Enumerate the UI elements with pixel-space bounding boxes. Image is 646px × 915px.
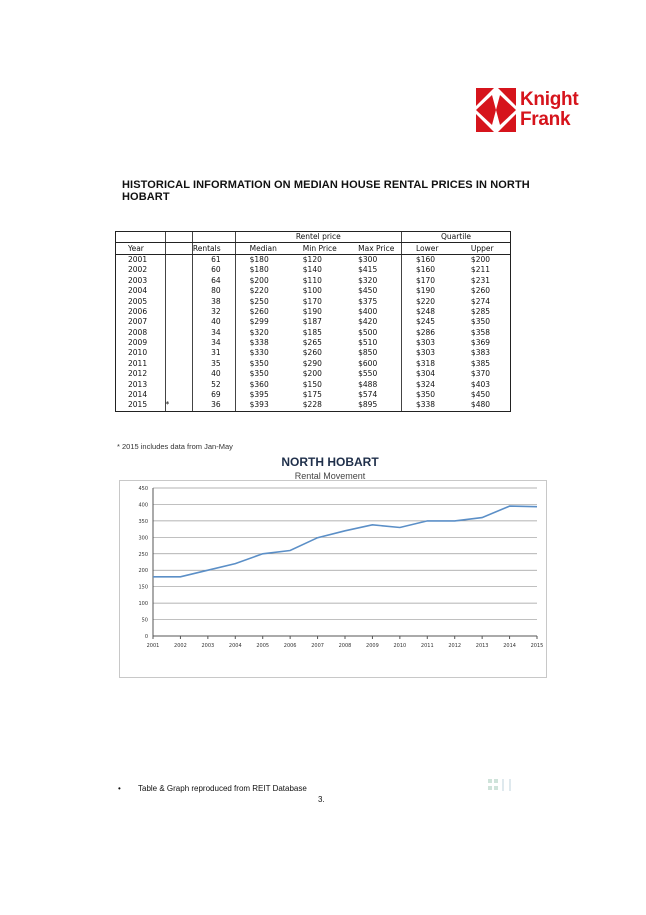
table-row: [116, 400, 511, 411]
y-tick-label: 400: [138, 502, 148, 509]
rental-movement-chart: [119, 480, 547, 678]
median-cell: $299: [235, 317, 289, 327]
min-price-cell: $110: [302, 275, 322, 285]
rentals-cell: 38: [192, 296, 235, 306]
x-tick-label: 2002: [174, 643, 187, 649]
lower-cell: $170: [401, 276, 456, 286]
quartile-group-header: Quartile: [401, 232, 510, 243]
max-price-cell: $550: [358, 369, 378, 379]
x-tick-label: 2013: [475, 643, 489, 649]
year-cell: 2004: [116, 286, 166, 296]
year-cell: 2012: [116, 369, 166, 379]
x-tick-label: 2005: [256, 643, 270, 649]
x-tick-label: 2011: [420, 643, 434, 649]
table-row: [116, 338, 511, 348]
median-cell: $320: [235, 328, 289, 338]
median-cell: $260: [235, 307, 289, 317]
lower-cell: $160: [401, 254, 456, 265]
x-tick-label: 2008: [338, 643, 352, 649]
flag-cell: [165, 338, 192, 348]
logo-text-frank: Frank: [520, 109, 571, 130]
min-price-cell: $140: [302, 265, 322, 275]
max-price-cell: $895: [344, 400, 401, 411]
min-price-cell: $175: [302, 390, 322, 400]
upper-cell: $403: [457, 379, 511, 389]
median-cell: $200: [235, 276, 289, 286]
flag-cell: [165, 276, 192, 286]
logo-text-knight: Knight: [520, 89, 579, 110]
max-price-cell: $450: [358, 286, 378, 296]
year-cell: 2013: [116, 379, 166, 389]
lower-cell: $338: [401, 400, 456, 411]
lower-cell: $318: [401, 359, 456, 369]
y-tick-label: 300: [138, 535, 148, 542]
lower-cell: $303: [401, 338, 456, 348]
min-price-cell: $265: [302, 338, 322, 348]
upper-cell: $211: [457, 265, 511, 275]
table-row: [116, 328, 511, 338]
table-row: [116, 348, 511, 358]
lower-cell: $286: [401, 328, 456, 338]
upper-cell: $369: [457, 338, 511, 348]
upper-cell: $385: [457, 359, 511, 369]
median-cell: $360: [235, 379, 289, 389]
x-tick-label: 2006: [283, 643, 297, 649]
lower-cell: $324: [401, 379, 456, 389]
max-price-cell: $415: [358, 265, 378, 275]
median-column-header: Median: [235, 243, 289, 254]
rentals-cell: 64: [192, 276, 235, 286]
lower-cell: $304: [401, 369, 456, 379]
median-cell: $393: [235, 400, 289, 411]
upper-cell: $285: [457, 307, 511, 317]
upper-cell: $200: [457, 254, 511, 265]
min-price-cell: $170: [302, 296, 322, 306]
table-row: [116, 265, 511, 275]
x-tick-label: 2003: [201, 643, 215, 649]
max-price-cell: $375: [358, 296, 378, 306]
year-cell: 2007: [116, 317, 166, 327]
x-tick-label: 2001: [146, 643, 160, 649]
upper-cell: $350: [457, 317, 511, 327]
year-cell: 2010: [116, 348, 166, 358]
rentals-cell: 40: [192, 317, 235, 327]
knight-frank-logo: [476, 88, 591, 136]
x-tick-label: 2010: [393, 643, 407, 649]
upper-column-header: Upper: [457, 243, 511, 254]
bullet: •: [118, 784, 121, 793]
flag-cell: [165, 296, 192, 306]
rentals-column-header: Rentals: [192, 243, 235, 254]
rental-history-table: [115, 231, 511, 412]
flag-cell: [165, 286, 192, 296]
chart-subtitle: Rental Movement: [294, 471, 366, 481]
max-price-cell: $600: [358, 358, 378, 368]
year-cell: 2002: [116, 265, 166, 275]
header-spacer: [116, 232, 166, 243]
flag-cell: [165, 328, 192, 338]
max-price-cell: $500: [358, 327, 378, 337]
flag-cell: [165, 390, 192, 400]
min-price-cell: $190: [302, 306, 322, 316]
logo-mark-icon: [476, 88, 516, 132]
y-tick-label: 100: [138, 601, 148, 608]
lower-cell: $190: [401, 286, 456, 296]
flag-cell: [165, 265, 192, 275]
flag-cell: [165, 254, 192, 265]
y-tick-label: 450: [138, 486, 148, 492]
min-price-cell: $228: [289, 400, 344, 411]
table-row: [116, 379, 511, 389]
median-cell: $180: [235, 265, 289, 275]
y-tick-label: 250: [138, 551, 148, 558]
flag-cell: [165, 348, 192, 358]
flag-cell: [165, 317, 192, 327]
max-price-cell: $488: [358, 379, 378, 389]
min-price-cell: $187: [302, 317, 322, 327]
max-price-cell: $320: [358, 275, 378, 285]
rentals-cell: 36: [192, 400, 235, 411]
year-cell: 2015: [116, 400, 166, 411]
table-row: [116, 390, 511, 400]
lower-cell: $248: [401, 307, 456, 317]
flag-cell: *: [165, 400, 192, 411]
rental-price-group-header: Rentel price: [235, 232, 401, 243]
table-row: [116, 317, 511, 327]
median-cell: $180: [235, 254, 289, 265]
median-cell: $220: [235, 286, 289, 296]
lower-cell: $350: [401, 390, 456, 400]
upper-cell: $231: [457, 276, 511, 286]
median-cell: $250: [235, 296, 289, 306]
upper-cell: $480: [457, 400, 511, 411]
upper-cell: $370: [457, 369, 511, 379]
rentals-cell: 69: [192, 390, 235, 400]
year-cell: 2006: [116, 307, 166, 317]
x-tick-label: 2015: [530, 643, 544, 649]
flag-cell: [165, 307, 192, 317]
rentals-cell: 35: [192, 359, 235, 369]
min-price-cell: $290: [302, 358, 322, 368]
x-tick-label: 2004: [228, 643, 242, 649]
lower-cell: $220: [401, 296, 456, 306]
median-cell: $350: [235, 369, 289, 379]
max-price-cell: $574: [358, 390, 378, 400]
year-cell: 2014: [116, 390, 166, 400]
rentals-cell: 60: [192, 265, 235, 275]
table-row: [116, 307, 511, 317]
min-price-cell: $260: [302, 348, 322, 358]
max-price-column-header: Max Price: [344, 243, 401, 254]
y-tick-label: 150: [138, 584, 148, 591]
x-tick-label: 2012: [448, 643, 462, 649]
upper-cell: $450: [457, 390, 511, 400]
x-tick-label: 2014: [503, 643, 516, 649]
x-tick-label: 2009: [366, 643, 379, 649]
chart-title: NORTH HOBART: [281, 455, 379, 469]
lower-cell: $303: [401, 348, 456, 358]
table-row: [116, 369, 511, 379]
y-tick-label: 200: [138, 568, 148, 575]
upper-cell: $383: [457, 348, 511, 358]
table-row: [116, 254, 511, 265]
flag-cell: [165, 379, 192, 389]
median-cell: $338: [235, 338, 289, 348]
rentals-cell: 31: [192, 348, 235, 358]
min-price-column-header: Min Price: [289, 243, 344, 254]
y-tick-label: 350: [138, 518, 148, 525]
y-tick-label: 0: [144, 634, 148, 640]
max-price-cell: $510: [358, 338, 378, 348]
rentals-cell: 52: [192, 379, 235, 389]
document-title: HISTORICAL INFORMATION ON MEDIAN HOUSE RENTAL PRICES IN NORTH HOBART: [122, 179, 530, 203]
rentals-cell: 34: [192, 338, 235, 348]
min-price-cell: $100: [302, 286, 322, 296]
upper-cell: $274: [457, 296, 511, 306]
rentals-cell: 32: [192, 307, 235, 317]
lower-column-header: Lower: [401, 243, 456, 254]
min-price-cell: $185: [302, 327, 322, 337]
median-cell: $350: [235, 359, 289, 369]
max-price-cell: $400: [358, 306, 378, 316]
rentals-cell: 61: [192, 254, 235, 265]
lower-cell: $160: [401, 265, 456, 275]
upper-cell: $358: [457, 328, 511, 338]
median-cell: $395: [235, 390, 289, 400]
table-row: [116, 359, 511, 369]
year-cell: 2011: [116, 359, 166, 369]
max-price-cell: $850: [358, 348, 378, 358]
year-cell: 2009: [116, 338, 166, 348]
flag-cell: [165, 359, 192, 369]
year-cell: 2005: [116, 296, 166, 306]
year-cell: 2008: [116, 328, 166, 338]
upper-cell: $260: [457, 286, 511, 296]
max-price-cell: $420: [358, 317, 378, 327]
source-note-text: Table & Graph reproduced from REIT Database: [138, 784, 307, 793]
watermark-icon: [487, 777, 515, 795]
lower-cell: $245: [401, 317, 456, 327]
rentals-cell: 34: [192, 328, 235, 338]
min-price-cell: $120: [302, 254, 322, 264]
footnote: * 2015 includes data from Jan-May: [117, 442, 233, 451]
page-number: 3.: [318, 795, 325, 804]
year-cell: 2003: [116, 276, 166, 286]
year-column-header: Year: [116, 243, 166, 254]
min-price-cell: $150: [302, 379, 322, 389]
year-cell: 2001: [116, 254, 166, 265]
table-row: [116, 286, 511, 296]
y-tick-label: 50: [141, 617, 148, 624]
max-price-cell: $300: [358, 254, 378, 264]
flag-cell: [165, 369, 192, 379]
min-price-cell: $200: [302, 369, 322, 379]
table-row: [116, 296, 511, 306]
rentals-cell: 80: [192, 286, 235, 296]
table-row: [116, 276, 511, 286]
median-cell: $330: [235, 348, 289, 358]
x-tick-label: 2007: [311, 643, 324, 649]
rentals-cell: 40: [192, 369, 235, 379]
